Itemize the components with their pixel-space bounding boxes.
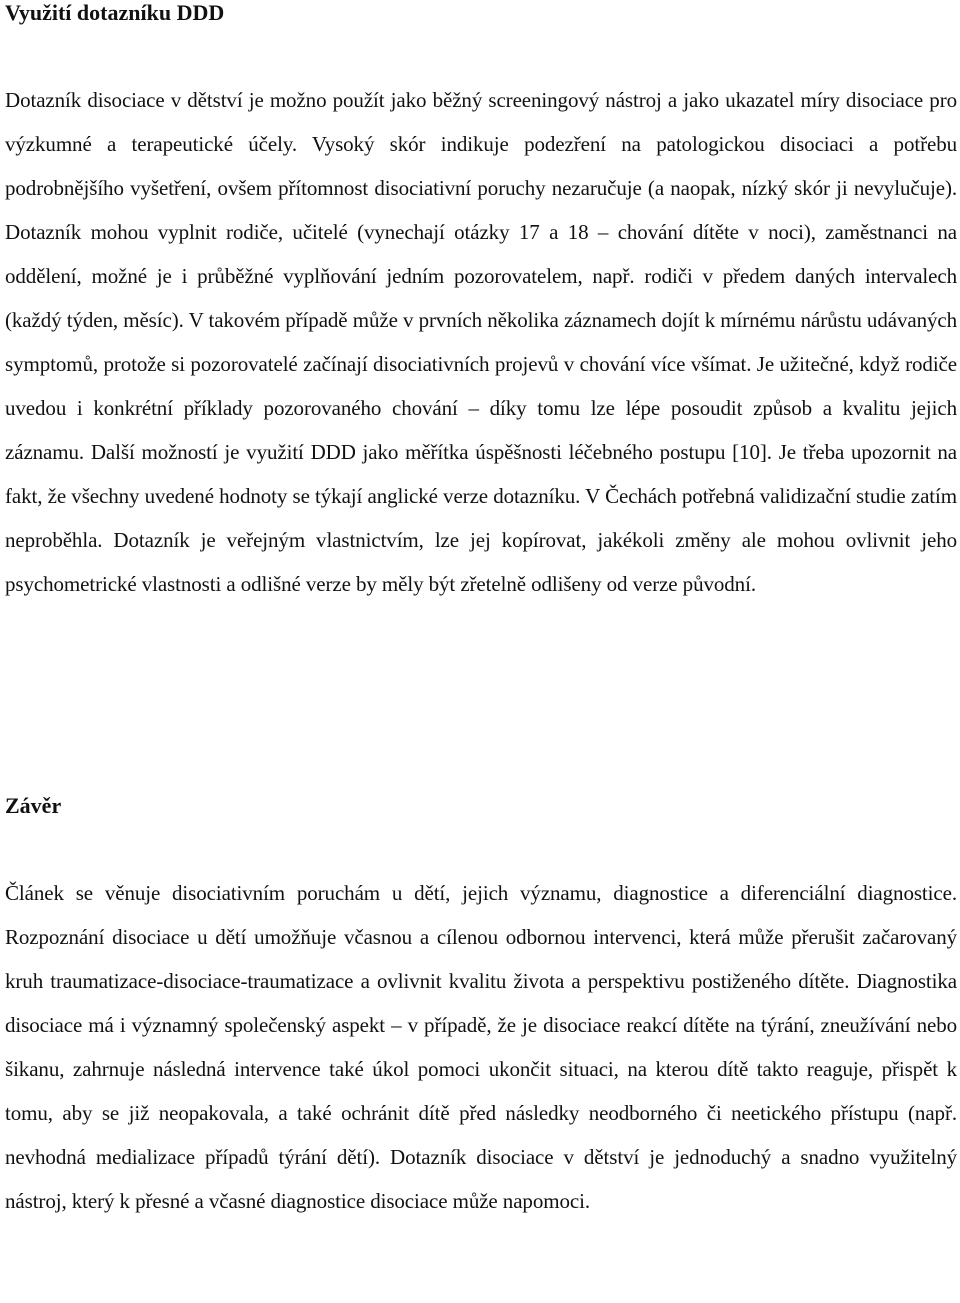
section-heading-zaver: Závěr <box>5 793 62 818</box>
paragraph-vyuziti-dotazniku: Dotazník disociace v dětství je možno použít jako běžný screeningový nástroj a jako ukazatel míry disociace pro výzkumné a terapeutické účely. Vysoký skór indikuje podezření na patologickou disociaci a potřebu podrobnějšího vyšetření, ovšem přítomnost disociativní poruchy nezaručuje (a naopak, nízký skór ji nevylučuje). Dotazník mohou vyplnit rodiče, učitelé (vynechají otázky 17 a 18 – chování dítěte v noci), zaměstnanci na oddělení, možné je i průběžné vyplňování jedním pozorovatelem, např. rodiči v předem daných intervalech (každý týden, měsíc). V takovém případě může v prvních několika záznamech dojít k mírnému nárůstu udávaných symptomů, protože si pozorovatelé začínají disociativních projevů v chování více všímat. Je užitečné, když rodiče uvedou i konkrétní příklady pozorovaného chování – díky tomu lze lépe posoudit způsob a kvalitu jejich záznamu. Další možností je využití DDD jako měřítka úspěšnosti léčebného postupu [10]. Je třeba upozornit na fakt, že všechny uvedené hodnoty se týkají anglické verze dotazníku. V Čechách potřebná validizační studie zatím neproběhla. Dotazník je veřejným vlastnictvím, lze jej kopírovat, jakékoli změny ale mohou ovlivnit jeho psychometrické vlastnosti a odlišné verze by měly být zřetelně odlišeny od verze původní. <box>5 88 957 596</box>
section-heading-dotaznik: Využití dotazníku DDD <box>5 0 225 25</box>
paragraph-zaver: Článek se věnuje disociativním poruchám u dětí, jejich významu, diagnostice a diferenciální diagnostice. Rozpoznání disociace u dětí umožňuje včasnou a cílenou odbornou intervenci, která může přerušit začarovaný kruh traumatizace-disociace-traumatizace a ovlivnit kvalitu života a perspektivu postiženého dítěte. Diagnostika disociace má i významný společenský aspekt – v případě, že je disociace reakcí dítěte na týrání, zneužívání nebo šikanu, zahrnuje následná intervence také úkol pomoci ukončit situaci, na kterou dítě takto reaguje, přispět k tomu, aby se již neopakovala, a také ochránit dítě před následky neodborného či neetického přístupu (např. nevhodná medializace případů týrání dětí). Dotazník disociace v dětství je jednoduchý a snadno využitelný nástroj, který k přesné a včasné diagnostice disociace může napomoci. <box>5 881 957 1213</box>
